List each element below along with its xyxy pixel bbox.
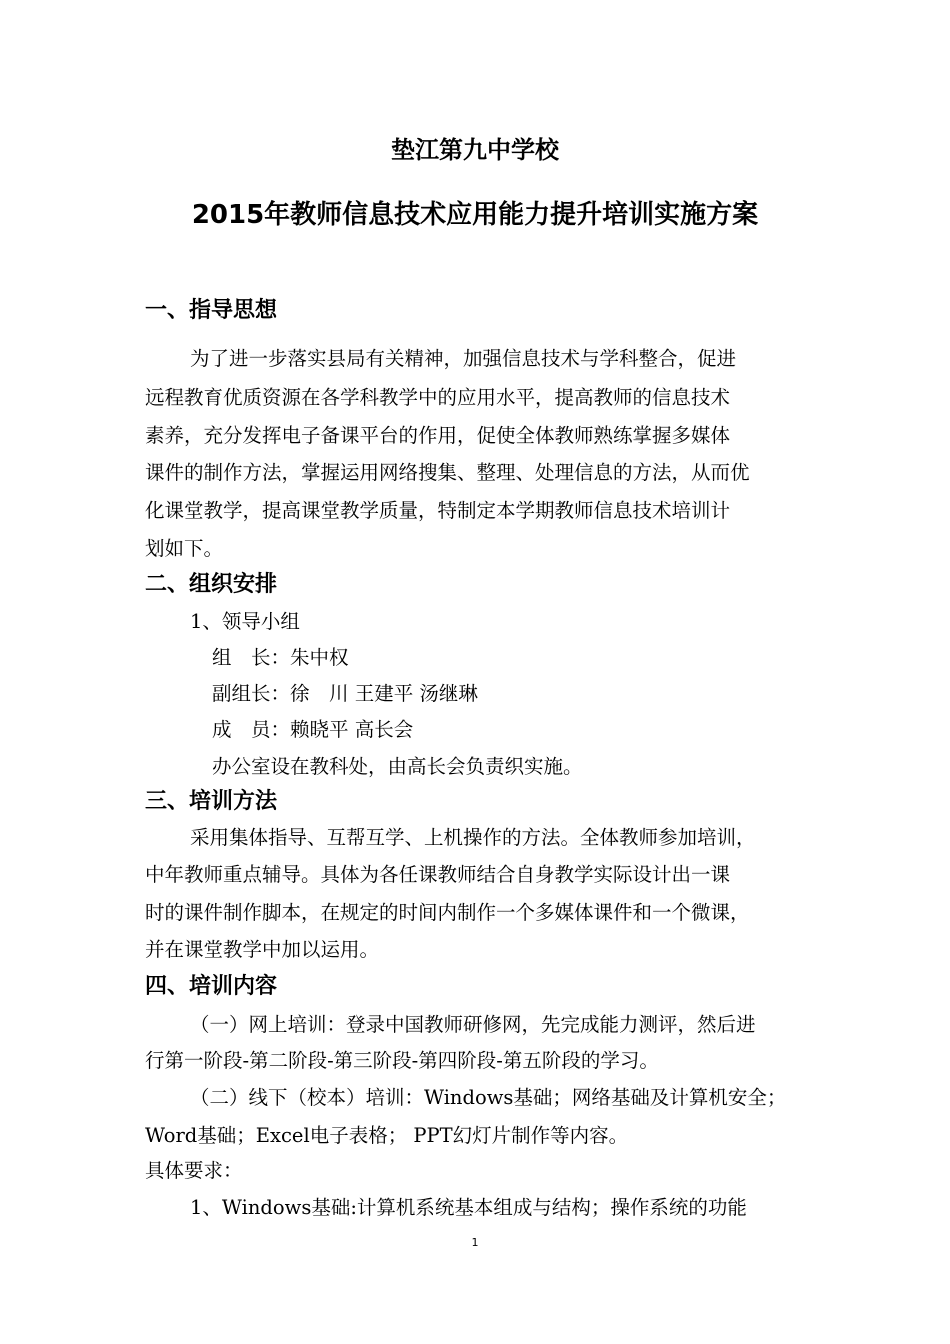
section-heading-guiding-ideology: 一、指导思想 xyxy=(145,298,278,323)
paragraph-line: 划如下。 xyxy=(145,537,224,560)
section-heading-organization: 二、组织安排 xyxy=(145,572,278,597)
office-note: 办公室设在教科处，由高长会负责织实施。 xyxy=(212,755,583,778)
paragraph-line: 课件的制作方法，掌握运用网络搜集、整理、处理信息的方法，从而优 xyxy=(145,461,750,484)
paragraph-line: 素养，充分发挥电子备课平台的作用，促使全体教师熟练掌握多媒体 xyxy=(145,424,731,447)
paragraph-line: （一）网上培训：登录中国教师研修网，先完成能力测评，然后进 xyxy=(190,1013,756,1036)
document-title: 2015年教师信息技术应用能力提升培训实施方案 xyxy=(191,200,759,230)
team-members: 成 员：赖晓平 高长会 xyxy=(212,718,414,741)
paragraph-line: （二）线下（校本）培训：Windows基础；网络基础及计算机安全； xyxy=(190,1086,787,1109)
school-name: 垫江第九中学校 xyxy=(391,136,559,164)
paragraph-line: 时的课件制作脚本，在规定的时间内制作一个多媒体课件和一个微课， xyxy=(145,901,750,924)
requirements-label: 具体要求： xyxy=(145,1159,243,1182)
section-heading-training-method: 三、培训方法 xyxy=(145,789,278,814)
section-heading-training-content: 四、培训内容 xyxy=(145,974,278,999)
paragraph-line: Word基础；Excel电子表格； PPT幻灯片制作等内容。 xyxy=(145,1124,629,1147)
paragraph-line: 中年教师重点辅导。具体为各任课教师结合自身教学实际设计出一课 xyxy=(145,863,731,886)
paragraph-line: 为了进一步落实县局有关精神，加强信息技术与学科整合，促进 xyxy=(190,347,737,370)
list-item: 1、领导小组 xyxy=(190,610,300,633)
paragraph-line: 采用集体指导、互帮互学、上机操作的方法。全体教师参加培训， xyxy=(190,826,756,849)
paragraph-line: 并在课堂教学中加以运用。 xyxy=(145,938,380,961)
paragraph-line: 化课堂教学，提高课堂教学质量，特制定本学期教师信息技术培训计 xyxy=(145,499,731,522)
list-item: 1、Windows基础:计算机系统基本组成与结构；操作系统的功能 xyxy=(190,1196,747,1219)
paragraph-line: 行第一阶段-第二阶段-第三阶段-第四阶段-第五阶段的学习。 xyxy=(145,1049,659,1072)
team-leader: 组 长：朱中权 xyxy=(212,646,349,669)
page-number: 1 xyxy=(471,1236,479,1249)
paragraph-line: 远程教育优质资源在各学科教学中的应用水平，提高教师的信息技术 xyxy=(145,386,731,409)
team-deputy-leaders: 副组长：徐 川 王建平 汤继琳 xyxy=(212,682,478,705)
